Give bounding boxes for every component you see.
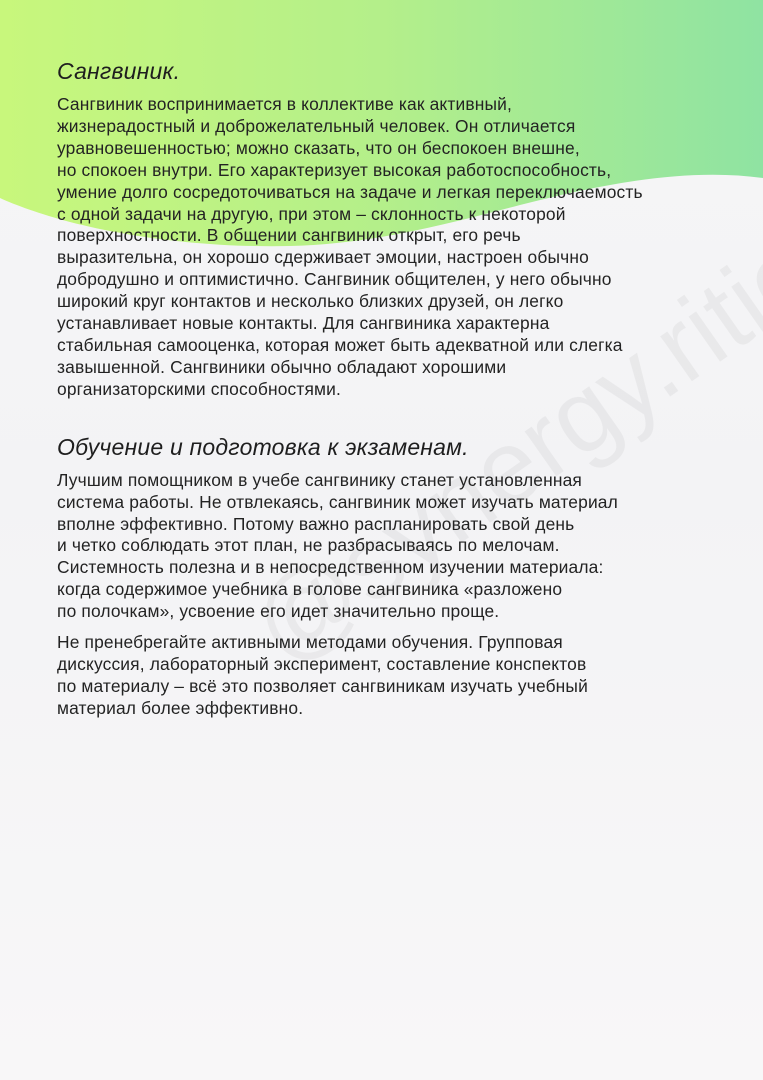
text-line: система работы. Не отвлекаясь, сангвиник может изучать материал xyxy=(57,491,618,512)
text-line: но спокоен внутри. Его характеризует высокая работоспособность, xyxy=(57,159,612,180)
active-methods-paragraph xyxy=(57,632,737,720)
text-line: жизнерадостный и доброжелательный человек. Он отличается xyxy=(57,115,576,136)
text-line: организаторскими способностями. xyxy=(57,378,342,399)
text-line: когда содержимое учебника в голове сангвиника «разложено xyxy=(57,579,563,600)
text-line: поверхностности. В общении сангвиник открыт, его речь xyxy=(57,225,521,246)
text-line: материал более эффективно. xyxy=(57,697,304,718)
section-title-sanguine: Сангвиник. xyxy=(57,58,181,84)
text-line: дискуссия, лабораторный эксперимент, составление конспектов xyxy=(57,653,587,674)
text-line: Не пренебрегайте активными методами обучения. Групповая xyxy=(57,632,563,653)
text-line: стабильная самооценка, которая может быть адекватной или слегка xyxy=(57,334,623,355)
text-line: и четко соблюдать этот план, не разбрасываясь по мелочам. xyxy=(57,535,560,556)
text-line: выразительна, он хорошо сдерживает эмоции, настроен обычно xyxy=(57,247,589,268)
text-line: уравновешенностью; можно сказать, что он беспокоен внешне, xyxy=(57,137,580,158)
text-line: по материалу – всё это позволяет сангвиникам изучать учебный xyxy=(57,675,588,696)
text-line: завышенной. Сангвиники обычно обладают хорошими xyxy=(57,356,507,377)
text-line: по полочкам», усвоение его идет значительно проще. xyxy=(57,601,500,622)
text-line: устанавливает новые контакты. Для сангвиника характерна xyxy=(57,313,550,334)
text-line: умение долго сосредоточиваться на задаче и легкая переключаемость xyxy=(57,181,643,202)
study-system-paragraph xyxy=(57,470,737,623)
section-title-study-and-exams: Обучение и подготовка к экзаменам. xyxy=(57,433,469,460)
text-line: Системность полезна и в непосредственном изучении материала: xyxy=(57,557,604,578)
page-content xyxy=(57,56,737,720)
sanguine-description-paragraph xyxy=(57,94,737,401)
text-line: Лучшим помощником в учебе сангвинику станет установленная xyxy=(57,469,582,490)
text-line: Сангвиник воспринимается в коллективе как активный, xyxy=(57,94,513,114)
text-line: широкий круг контактов и несколько близких друзей, он легко xyxy=(57,291,564,312)
text-line: добродушно и оптимистично. Сангвиник общителен, у него обычно xyxy=(57,269,612,290)
text-line: с одной задачи на другую, при этом – склонность к некоторой xyxy=(57,203,566,224)
text-line: вполне эффективно. Потому важно распланировать свой день xyxy=(57,513,575,534)
